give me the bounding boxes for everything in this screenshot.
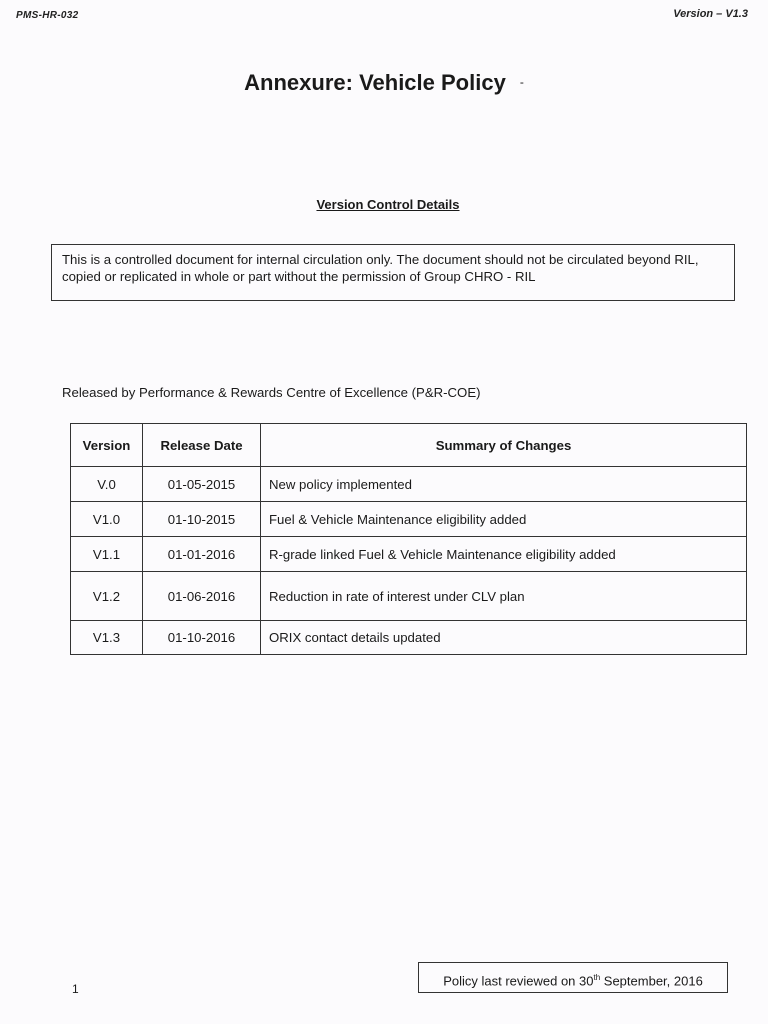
version-cell: V.0 <box>71 467 143 502</box>
version-cell: V1.1 <box>71 537 143 572</box>
version-control-table <box>70 423 747 655</box>
release-date-cell: 01-01-2016 <box>143 537 261 572</box>
release-date-cell: 01-10-2015 <box>143 502 261 537</box>
table-header-row <box>71 424 747 467</box>
release-date-cell: 01-05-2015 <box>143 467 261 502</box>
page-title-text: Annexure: Vehicle Policy <box>244 70 506 95</box>
version-label: Version – V1.3 <box>673 8 748 20</box>
summary-cell: Reduction in rate of interest under CLV plan <box>261 572 747 621</box>
table-row <box>71 621 747 655</box>
reviewed-ordinal: th <box>593 973 601 982</box>
document-code: PMS-HR-032 <box>16 10 79 21</box>
release-date-cell: 01-06-2016 <box>143 572 261 621</box>
table-row <box>71 537 747 572</box>
confidentiality-notice: This is a controlled document for internal circulation only. The document should not be circulated beyond RIL, copied or replicated in whole or part without the permission of Group CHRO - RIL <box>51 244 735 301</box>
table-row <box>71 572 747 621</box>
summary-cell: New policy implemented <box>261 467 747 502</box>
last-reviewed-box <box>418 962 728 993</box>
section-heading: Version Control Details <box>316 197 460 212</box>
column-header-version: Version <box>71 424 143 467</box>
page-number: 1 <box>72 982 79 996</box>
table-row <box>71 502 747 537</box>
summary-cell: R-grade linked Fuel & Vehicle Maintenance eligibility added <box>261 537 747 572</box>
version-cell: V1.0 <box>71 502 143 537</box>
table-row <box>71 467 747 502</box>
version-cell: V1.3 <box>71 621 143 655</box>
reviewed-prefix: Policy last reviewed on 30 <box>443 973 594 989</box>
column-header-release-date: Release Date <box>143 424 261 467</box>
release-date-cell: 01-10-2016 <box>143 621 261 655</box>
title-mark: - <box>519 75 524 89</box>
version-cell: V1.2 <box>71 572 143 621</box>
summary-cell: ORIX contact details updated <box>261 621 747 655</box>
released-by-text: Released by Performance & Rewards Centre of Excellence (P&R-COE) <box>62 385 481 400</box>
reviewed-suffix: September, 2016 <box>600 973 703 989</box>
page-title <box>0 70 768 96</box>
summary-cell: Fuel & Vehicle Maintenance eligibility added <box>261 502 747 537</box>
column-header-summary: Summary of Changes <box>261 424 747 467</box>
